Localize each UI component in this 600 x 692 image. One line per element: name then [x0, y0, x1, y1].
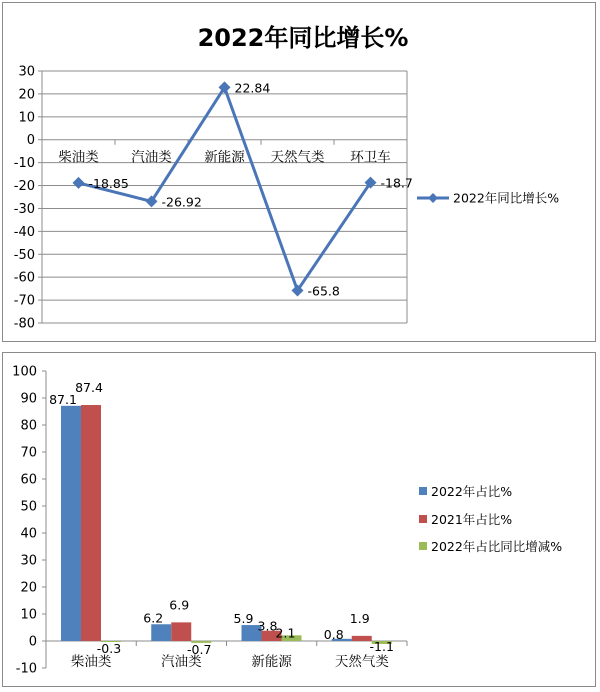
legend-swatch	[419, 515, 427, 523]
y-tick-label: 40	[20, 526, 37, 542]
legend-label: 2022年占比同比增减%	[431, 539, 563, 554]
legend-label: 2022年同比增长%	[453, 190, 560, 206]
y-tick-label: -20	[13, 179, 35, 195]
y-tick-label: 20	[20, 580, 37, 596]
line-chart-panel	[2, 2, 596, 342]
y-tick-label: 20	[18, 87, 35, 103]
data-label: 22.84	[234, 80, 271, 96]
y-tick-label: 50	[20, 499, 37, 515]
y-tick-label: 60	[20, 472, 37, 488]
legend-label: 2022年占比%	[431, 484, 513, 499]
y-tick-label: 30	[20, 553, 37, 569]
x-category-label: 新能源	[204, 149, 245, 166]
data-point-marker	[73, 177, 85, 189]
x-category-label: 汽油类	[131, 149, 172, 166]
y-tick-label: -10	[15, 661, 37, 677]
bar	[151, 624, 171, 641]
x-category-label: 柴油类	[58, 149, 99, 166]
y-tick-label: -60	[13, 270, 35, 286]
data-label: 6.2	[143, 610, 164, 626]
bar	[81, 405, 101, 641]
y-tick-label: -40	[13, 224, 35, 240]
data-label: 6.9	[169, 597, 190, 613]
y-tick-label: -50	[13, 247, 35, 263]
y-tick-label: -10	[13, 156, 35, 172]
data-label: 3.8	[257, 618, 278, 634]
y-tick-label: 30	[18, 64, 35, 80]
bar	[171, 622, 191, 641]
legend-label: 2021年占比%	[431, 512, 513, 527]
y-tick-label: 80	[20, 418, 37, 434]
bar-chart-panel	[2, 352, 596, 687]
legend-swatch	[419, 487, 427, 495]
x-category-label: 环卫车	[350, 149, 391, 166]
chart-title: 2022年同比增长%	[197, 24, 409, 52]
data-label: 87.1	[49, 391, 77, 407]
y-tick-label: 90	[20, 391, 37, 407]
x-category-label: 新能源	[251, 654, 292, 670]
data-label: 1.9	[349, 610, 370, 626]
data-label: 87.4	[75, 380, 103, 396]
line-chart	[3, 3, 595, 341]
bar	[61, 406, 81, 641]
data-label: 2.1	[275, 625, 296, 641]
x-category-label: 天然气类	[270, 149, 325, 166]
data-label: 0.8	[323, 626, 344, 642]
data-label: 5.9	[233, 611, 254, 627]
data-label: -1.1	[369, 638, 394, 654]
x-category-label: 天然气类	[334, 654, 389, 670]
legend-marker	[428, 193, 438, 203]
bar-chart	[3, 353, 595, 686]
y-tick-label: 100	[12, 364, 37, 380]
data-label: -0.7	[187, 641, 212, 657]
y-tick-label: 10	[18, 110, 35, 126]
x-category-label: 汽油类	[161, 654, 202, 670]
y-tick-label: 10	[20, 607, 37, 623]
x-category-label: 柴油类	[70, 654, 112, 670]
y-tick-label: -70	[13, 293, 35, 309]
y-tick-label: 0	[26, 133, 35, 149]
y-tick-label: 0	[28, 634, 37, 650]
data-label: -65.8	[307, 283, 340, 299]
data-label: -18.7	[380, 175, 413, 191]
data-label: -26.92	[161, 194, 202, 210]
y-tick-label: 70	[20, 445, 37, 461]
y-tick-label: -80	[13, 316, 35, 332]
data-label: -18.85	[88, 175, 129, 191]
legend-swatch	[419, 542, 427, 550]
data-label: -0.3	[96, 640, 122, 656]
y-tick-label: -30	[13, 201, 35, 217]
